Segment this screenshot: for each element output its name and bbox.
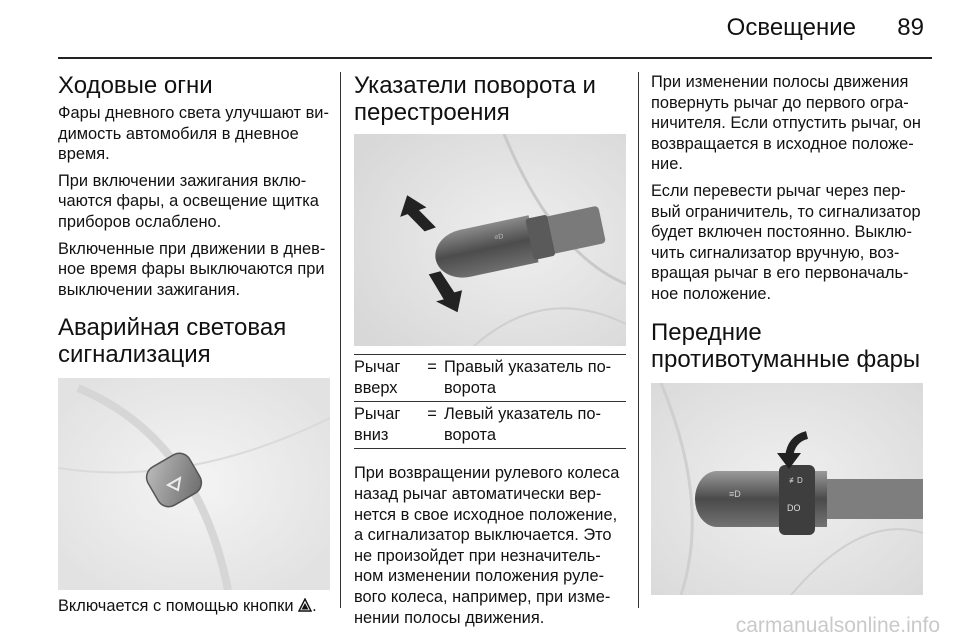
hazard-caption xyxy=(58,596,330,617)
hazard-button-illustration xyxy=(58,378,330,590)
svg-text:≡D: ≡D xyxy=(493,233,505,242)
definition-description: Левый указатель по-ворота xyxy=(444,405,601,444)
definition-term: Рычаг вниз xyxy=(354,405,401,444)
svg-text:DO: DO xyxy=(787,502,801,513)
column-right xyxy=(651,72,923,595)
figure-turn-signal-lever xyxy=(354,134,626,346)
heading-hazard-lights: Аварийная световая сигнализация xyxy=(58,314,287,369)
svg-text:≡D: ≡D xyxy=(729,488,741,499)
paragraph: Фары дневного света улучшают ви-димость автомобиля в дневное время. xyxy=(58,104,329,164)
page-number: 89 xyxy=(897,14,924,41)
figure-fog-light-switch xyxy=(651,383,923,595)
definition-equals: = xyxy=(427,358,437,376)
paragraph: При возвращении рулевого колеса назад рычаг автоматически вер-нется в свое исходное положение, а сигнализатор выключается. Это не произойдет при незначитель-ном изменении положения руле-вого колеса, например, при изме-нении полосы движения. xyxy=(354,464,620,627)
turn-lever-illustration xyxy=(354,134,626,346)
column-middle xyxy=(354,72,626,634)
heading-turn-signals: Указатели поворота и перестроения xyxy=(354,72,596,126)
paragraph: При изменении полосы движения повернуть рычаг до первого огра-ничителя. Если отпустить рычаг, он возвращается в исходное положе-ние. xyxy=(651,73,921,174)
definition-row xyxy=(354,354,626,401)
paragraph: Включенные при движении в днев-ное время фары выключаются при выключении зажигания. xyxy=(58,239,326,299)
definition-row xyxy=(354,401,626,449)
lever-definitions xyxy=(354,354,626,449)
paragraph: Если перевести рычаг через пер-вый ограничитель, то сигнализатор будет включен постоянно. Выклю-чить сигнализатор вручную, воз-вращая рычаг в его первоначаль-ное положение. xyxy=(651,181,921,303)
hazard-triangle-icon xyxy=(298,598,312,612)
page-header xyxy=(0,0,960,58)
paragraph: При включении зажигания вклю-чаются фары, а освещение щитка приборов ослаблено. xyxy=(58,171,319,231)
column-divider xyxy=(638,72,639,608)
svg-text:≢D: ≢D xyxy=(789,475,803,485)
heading-fog-lights: Передние противотуманные фары xyxy=(651,318,921,373)
header-rule xyxy=(58,57,932,59)
header-title: Освещение xyxy=(726,14,856,41)
definition-term: Рычаг вверх xyxy=(354,358,401,397)
caption-period: . xyxy=(312,597,317,616)
figure-hazard-button xyxy=(58,378,330,590)
fog-switch-illustration xyxy=(651,383,923,595)
caption-text: Включается с помощью кнопки xyxy=(58,597,294,616)
definition-description: Правый указатель по-ворота xyxy=(444,358,612,397)
definition-equals: = xyxy=(427,405,437,424)
column-divider xyxy=(340,72,341,608)
watermark: carmanualsonline.info xyxy=(735,614,940,637)
heading-daytime-lights: Ходовые огни xyxy=(58,72,213,99)
column-left xyxy=(58,72,330,623)
